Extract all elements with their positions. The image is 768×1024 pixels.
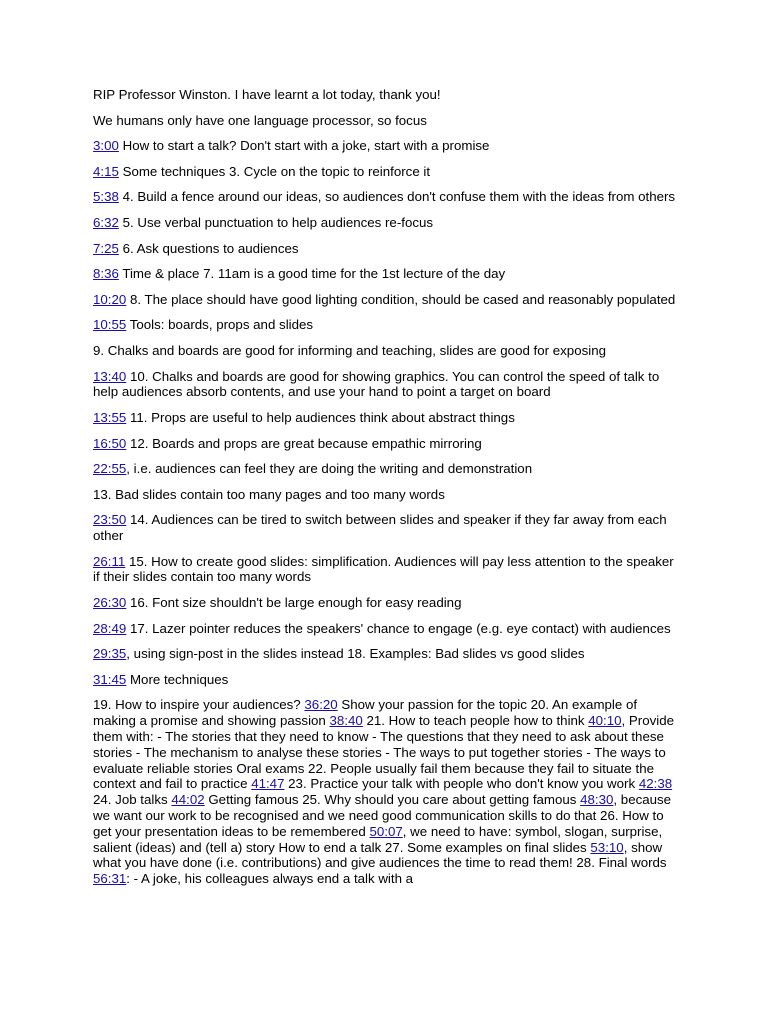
note-text: 17. Lazer pointer reduces the speakers' chance to engage (e.g. eye contact) with audiences — [126, 620, 671, 636]
timestamp-link[interactable]: 50:07 — [369, 823, 403, 839]
timestamp-link[interactable]: 26:11 — [93, 553, 126, 569]
timestamp-link[interactable]: 8:36 — [93, 266, 119, 282]
note-text: , we need to have: symbol, slogan, surprise, salient (ideas) and (tell a) story How to end a talk 27. Some examples on final slides — [93, 823, 663, 855]
note-text: 15. How to create good slides: simplification. Audiences will pay less attention to the speaker if their slides contain too many words — [93, 553, 674, 585]
note-text: , show what you have done (i.e. contributions) and give audiences the time to read them! 28. Final words — [93, 839, 667, 871]
timestamp-link[interactable]: 13:40 — [93, 368, 127, 384]
note-text: 4. Build a fence around our ideas, so audiences don't confuse them with the ideas from others — [118, 189, 676, 205]
note-paragraph — [93, 487, 678, 503]
timestamp-link[interactable]: 4:15 — [93, 163, 119, 179]
note-paragraph — [93, 138, 678, 154]
note-paragraph — [93, 215, 678, 231]
note-paragraph — [93, 292, 678, 308]
timestamp-link[interactable]: 48:30 — [580, 792, 614, 808]
note-paragraph — [93, 672, 678, 688]
note-text: We humans only have one language processor, so focus — [93, 112, 427, 128]
timestamp-link[interactable]: 29:35 — [93, 646, 127, 662]
timestamp-link[interactable]: 23:50 — [93, 512, 127, 528]
note-paragraph — [93, 646, 678, 662]
note-paragraph — [93, 595, 678, 611]
note-text: More techniques — [126, 671, 229, 687]
note-text: : - A joke, his colleagues always end a talk with a — [126, 871, 414, 887]
timestamp-link[interactable]: 36:20 — [304, 697, 338, 713]
timestamp-link[interactable]: 26:30 — [93, 595, 127, 611]
note-paragraph — [93, 461, 678, 477]
timestamp-link[interactable]: 10:20 — [93, 291, 127, 307]
note-paragraph — [93, 512, 678, 544]
note-text: 5. Use verbal punctuation to help audiences re-focus — [118, 214, 434, 230]
timestamp-link[interactable]: 13:55 — [93, 409, 127, 425]
note-text: 13. Bad slides contain too many pages and too many words — [93, 486, 445, 502]
timestamp-link[interactable]: 38:40 — [329, 713, 363, 729]
note-paragraph — [93, 436, 678, 452]
timestamp-link[interactable]: 7:25 — [93, 240, 119, 256]
note-text: , Provide them with: - The stories that they need to know - The questions that they need to ask about these stories - The mechanism to analyse these stories - The ways to put together stories - The ways to evaluate reliable stories Oral exams 22. People usually fail them because they fail to situate the context and fail to practice — [93, 713, 675, 792]
note-paragraph — [93, 241, 678, 257]
timestamp-link[interactable]: 10:55 — [93, 317, 127, 333]
timestamp-link[interactable]: 40:10 — [588, 713, 622, 729]
note-text: 14. Audiences can be tired to switch between slides and speaker if they far away from each other — [93, 512, 667, 544]
timestamp-link[interactable]: 16:50 — [93, 435, 127, 451]
note-text: How to start a talk? Don't start with a joke, start with a promise — [118, 138, 490, 154]
note-text: Tools: boards, props and slides — [126, 317, 314, 333]
note-paragraph — [93, 621, 678, 637]
note-paragraph — [93, 697, 678, 887]
note-paragraph — [93, 113, 678, 129]
note-text: 10. Chalks and boards are good for showing graphics. You can control the speed of talk to help audiences absorb contents, and use your hand to point a target on board — [93, 368, 660, 400]
note-text: 16. Font size shouldn't be large enough for easy reading — [126, 595, 462, 611]
note-text: 21. How to teach people how to think — [362, 713, 589, 729]
note-paragraph — [93, 266, 678, 282]
note-paragraph — [93, 369, 678, 401]
note-text: Show your passion for the topic 20. An example of making a promise and showing passion — [93, 697, 638, 729]
note-paragraph — [93, 317, 678, 333]
note-text: 12. Boards and props are great because empathic mirroring — [126, 435, 482, 451]
timestamp-link[interactable]: 3:00 — [93, 138, 119, 154]
note-paragraph — [93, 87, 678, 103]
note-text: Time & place 7. 11am is a good time for the 1st lecture of the day — [118, 266, 506, 282]
note-text: , using sign-post in the slides instead 18. Examples: Bad slides vs good slides — [126, 646, 585, 662]
note-text: , because we want our work to be recognised and we need good communication skills to do that 26. How to get your presentation ideas to be remembered — [93, 792, 672, 839]
note-text: 19. How to inspire your audiences? — [93, 697, 305, 713]
note-paragraph — [93, 554, 678, 586]
note-paragraph — [93, 164, 678, 180]
timestamp-link[interactable]: 53:10 — [590, 839, 624, 855]
note-text: , i.e. audiences can feel they are doing the writing and demonstration — [126, 461, 533, 477]
timestamp-link[interactable]: 31:45 — [93, 671, 127, 687]
timestamp-link[interactable]: 56:31 — [93, 871, 127, 887]
note-text: RIP Professor Winston. I have learnt a lot today, thank you! — [93, 87, 441, 102]
timestamp-link[interactable]: 44:02 — [171, 792, 205, 808]
note-text: Some techniques 3. Cycle on the topic to reinforce it — [118, 163, 431, 179]
timestamp-link[interactable]: 28:49 — [93, 620, 127, 636]
timestamp-link[interactable]: 6:32 — [93, 214, 119, 230]
note-text: 24. Job talks — [93, 792, 172, 808]
note-text: 8. The place should have good lighting condition, should be cased and reasonably populated — [126, 291, 676, 307]
timestamp-link[interactable]: 42:38 — [638, 776, 673, 792]
note-text: 11. Props are useful to help audiences think about abstract things — [126, 409, 515, 425]
timestamp-link[interactable]: 22:55 — [93, 461, 127, 477]
note-text: 23. Practice your talk with people who don't know you work — [284, 776, 639, 792]
note-text: 9. Chalks and boards are good for informing and teaching, slides are good for exposing — [93, 342, 606, 358]
note-text: 6. Ask questions to audiences — [118, 240, 299, 256]
note-paragraph — [93, 189, 678, 205]
timestamp-link[interactable]: 5:38 — [93, 189, 119, 205]
note-paragraph — [93, 343, 678, 359]
timestamp-link[interactable]: 41:47 — [251, 776, 285, 792]
note-text: Getting famous 25. Why should you care about getting famous — [204, 792, 581, 808]
note-paragraph — [93, 410, 678, 426]
